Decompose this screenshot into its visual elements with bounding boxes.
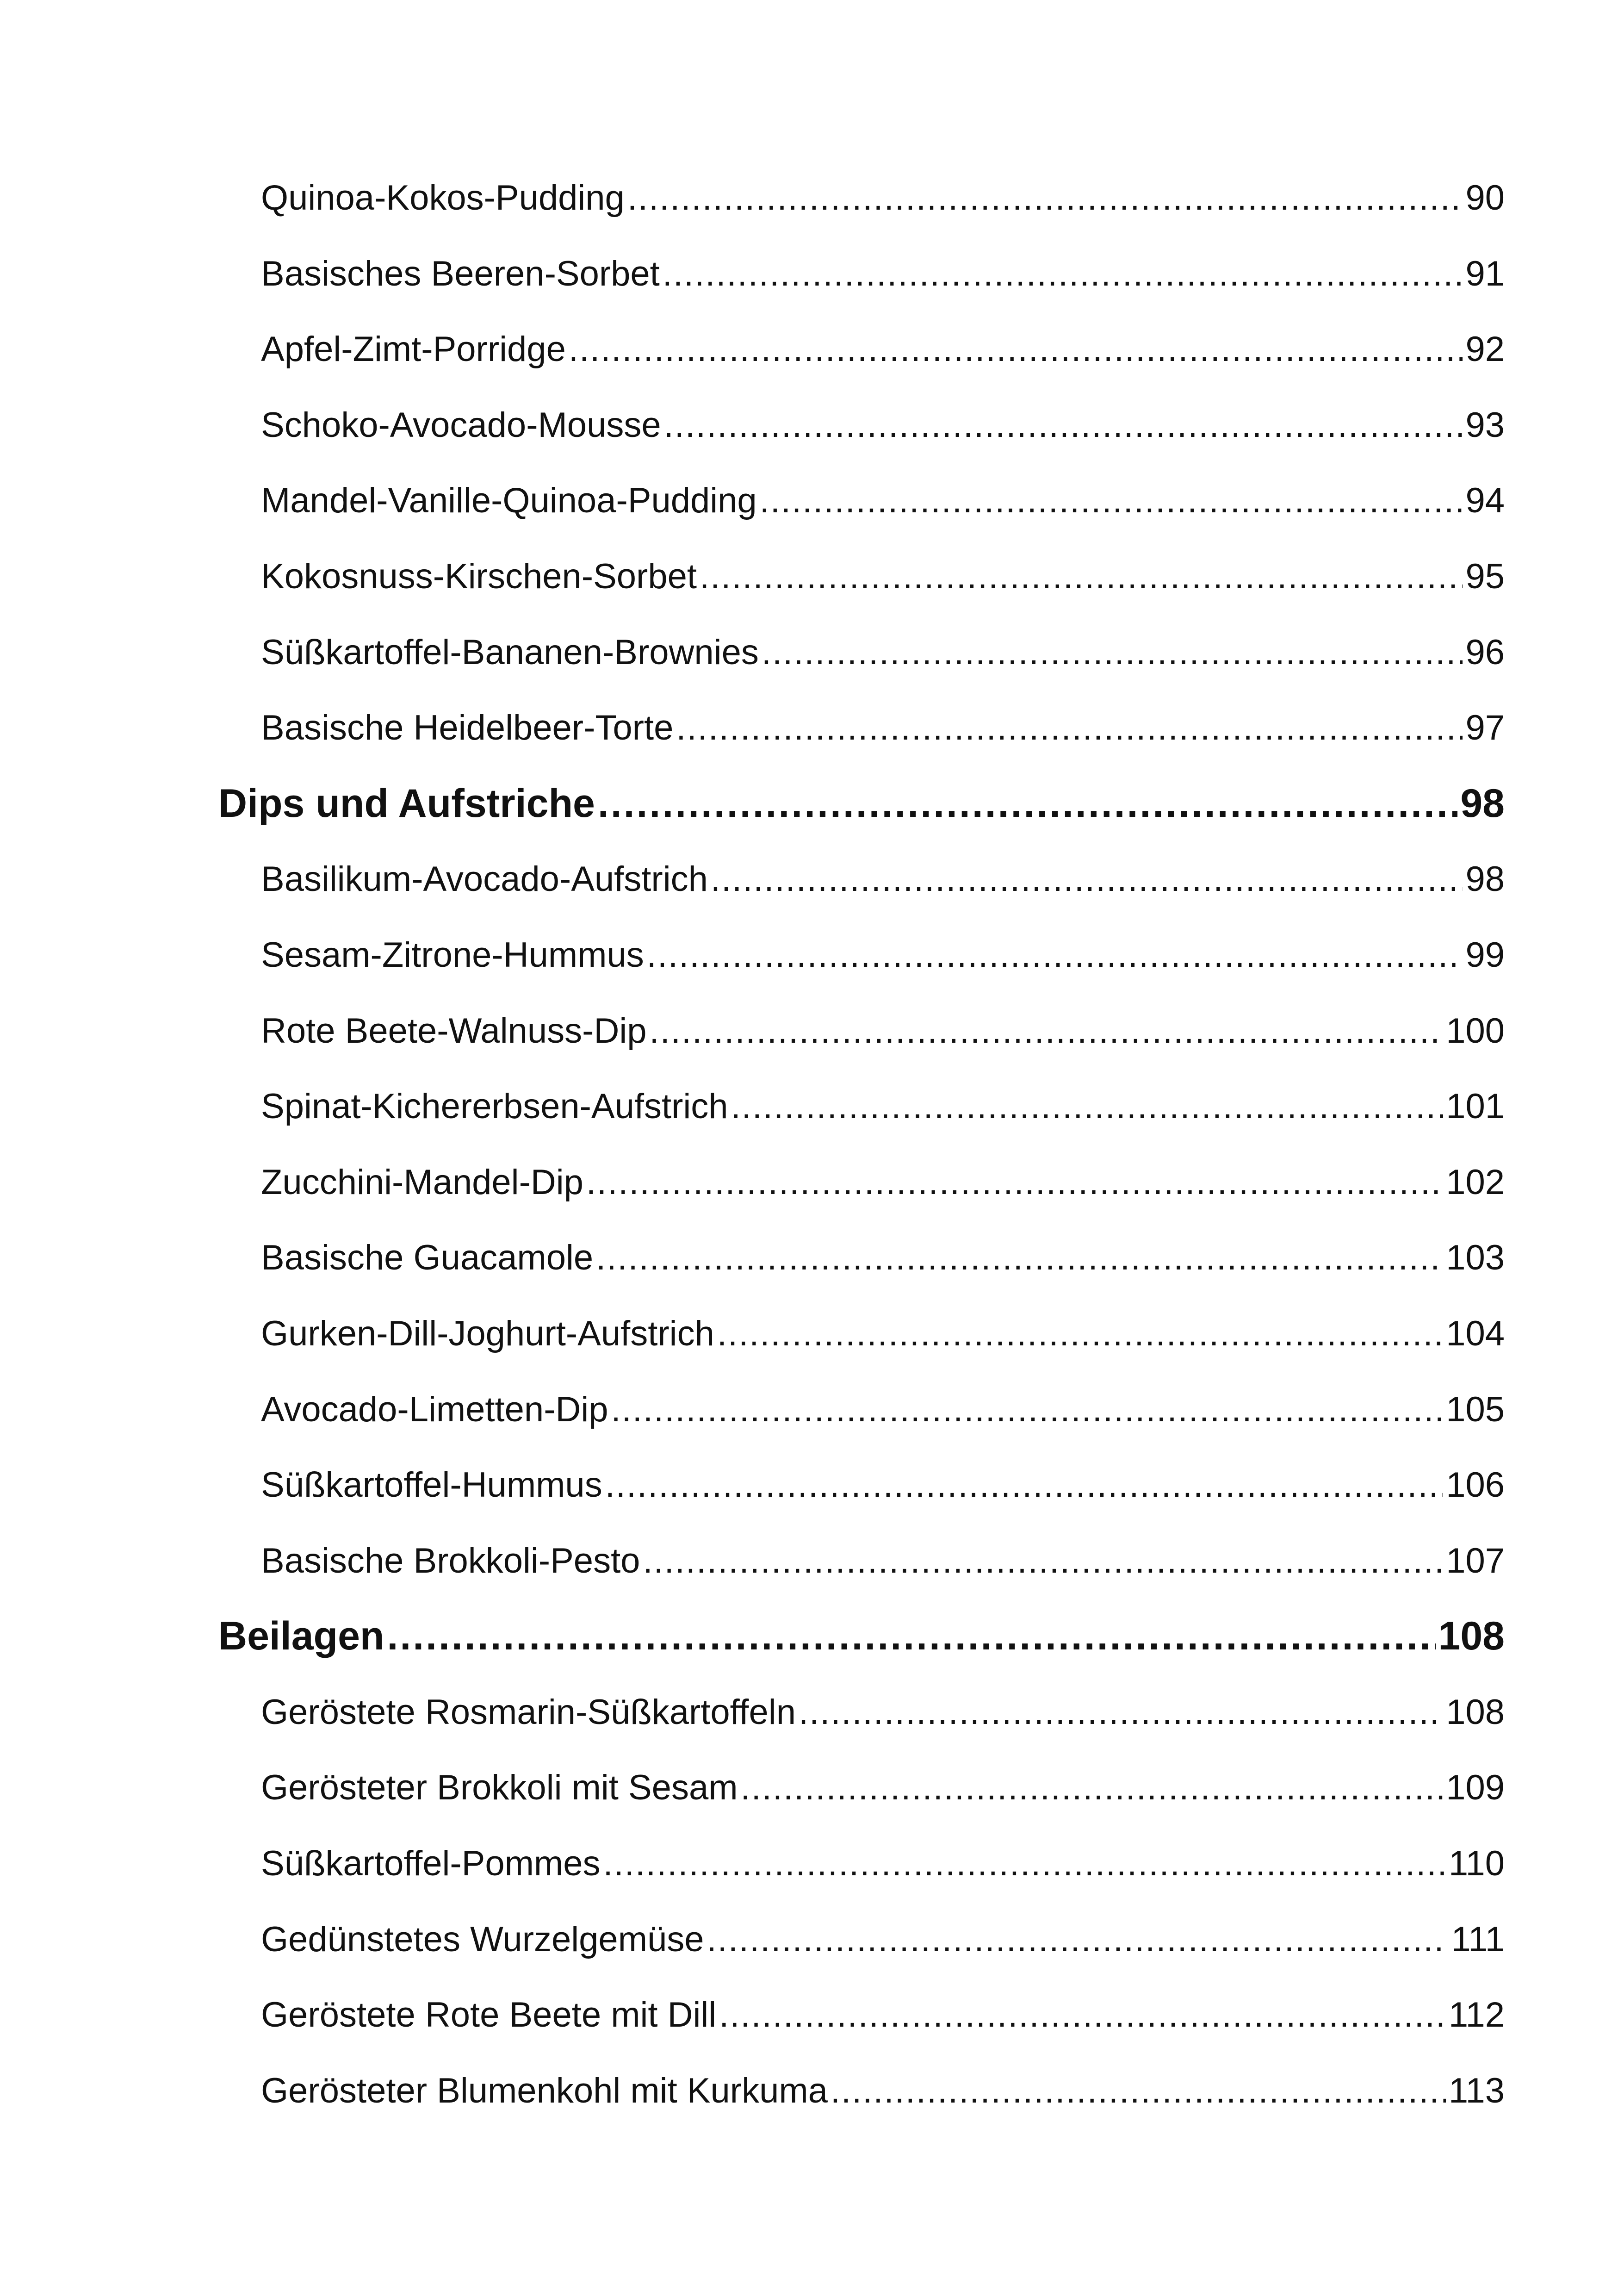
entry-title: Gerösteter Blumenkohl mit Kurkuma — [261, 2071, 828, 2110]
toc-entry — [218, 236, 1505, 312]
dot-leader — [647, 917, 1463, 993]
page-number: 104 — [1446, 1313, 1505, 1353]
toc-entry — [218, 841, 1505, 917]
entry-title: Basilikum-Avocado-Aufstrich — [261, 859, 708, 899]
dot-leader — [760, 463, 1463, 539]
toc-entry — [218, 690, 1505, 766]
dot-leader — [387, 1599, 1435, 1674]
toc-section-heading — [218, 1599, 1505, 1674]
toc-entry — [218, 1826, 1505, 1902]
entry-title: Schoko-Avocado-Mousse — [261, 405, 661, 445]
toc-entry — [218, 160, 1505, 236]
dot-leader — [707, 1902, 1449, 1978]
entry-title: Süßkartoffel-Hummus — [261, 1465, 602, 1505]
page-number: 109 — [1446, 1768, 1505, 1808]
entry-title: Quinoa-Kokos-Pudding — [261, 178, 625, 218]
dot-leader — [643, 1523, 1443, 1599]
page-number: 105 — [1446, 1389, 1505, 1429]
toc-entry — [218, 1523, 1505, 1599]
dot-leader — [719, 1977, 1446, 2053]
page-number: 102 — [1446, 1162, 1505, 1202]
toc-entry — [218, 1674, 1505, 1750]
dot-leader — [569, 311, 1463, 387]
dot-leader — [731, 1069, 1444, 1145]
dot-leader — [605, 1447, 1443, 1523]
dot-leader — [650, 993, 1444, 1069]
dot-leader — [831, 2053, 1446, 2129]
dot-leader — [586, 1145, 1443, 1220]
page-number: 93 — [1465, 405, 1505, 445]
page-number: 90 — [1465, 178, 1505, 218]
entry-title: Geröstete Rote Beete mit Dill — [261, 1995, 717, 2035]
page-number: 94 — [1465, 481, 1505, 521]
page-number: 108 — [1438, 1614, 1505, 1659]
dot-leader — [627, 160, 1463, 236]
page-number: 98 — [1465, 859, 1505, 899]
entry-title: Geröstete Rosmarin-Süßkartoffeln — [261, 1692, 796, 1732]
dot-leader — [664, 387, 1463, 463]
toc-entry — [218, 1220, 1505, 1296]
entry-title: Spinat-Kichererbsen-Aufstrich — [261, 1087, 728, 1126]
page-number: 97 — [1465, 708, 1505, 748]
toc-entry — [218, 615, 1505, 691]
dot-leader — [741, 1750, 1444, 1826]
page-number: 101 — [1446, 1087, 1505, 1126]
toc-entry — [218, 1069, 1505, 1145]
toc-entry — [218, 311, 1505, 387]
entry-title: Basische Brokkoli-Pesto — [261, 1541, 640, 1580]
page-number: 95 — [1465, 556, 1505, 596]
section-title: Dips und Aufstriche — [218, 781, 595, 826]
toc-entry — [218, 2053, 1505, 2129]
toc-entry — [218, 1447, 1505, 1523]
page-number: 100 — [1446, 1011, 1505, 1051]
table-of-contents — [218, 160, 1505, 2128]
entry-title: Basische Heidelbeer-Torte — [261, 708, 674, 748]
toc-entry — [218, 1372, 1505, 1448]
page-number: 110 — [1448, 1844, 1505, 1884]
page-number: 96 — [1465, 632, 1505, 672]
entry-title: Avocado-Limetten-Dip — [261, 1389, 608, 1429]
dot-leader — [676, 690, 1463, 766]
entry-title: Gurken-Dill-Joghurt-Aufstrich — [261, 1313, 714, 1353]
page-number: 103 — [1446, 1238, 1505, 1278]
dot-leader — [799, 1674, 1443, 1750]
entry-title: Basisches Beeren-Sorbet — [261, 254, 660, 293]
dot-leader — [598, 766, 1457, 842]
dot-leader — [596, 1220, 1443, 1296]
entry-title: Rote Beete-Walnuss-Dip — [261, 1011, 647, 1051]
dot-leader — [717, 1296, 1443, 1372]
page-number: 106 — [1446, 1465, 1505, 1505]
entry-title: Süßkartoffel-Pommes — [261, 1844, 601, 1884]
toc-section-heading — [218, 766, 1505, 842]
dot-leader — [711, 841, 1463, 917]
entry-title: Gedünstetes Wurzelgemüse — [261, 1919, 704, 1959]
page-number: 98 — [1460, 781, 1505, 826]
toc-entry — [218, 539, 1505, 615]
dot-leader — [762, 615, 1463, 691]
dot-leader — [611, 1372, 1444, 1448]
page-number: 91 — [1465, 254, 1505, 293]
toc-entry — [218, 1296, 1505, 1372]
entry-title: Gerösteter Brokkoli mit Sesam — [261, 1768, 738, 1808]
toc-entry — [218, 1977, 1505, 2053]
page-number: 108 — [1446, 1692, 1505, 1732]
toc-entry — [218, 917, 1505, 993]
entry-title: Zucchini-Mandel-Dip — [261, 1162, 583, 1202]
page-number: 111 — [1451, 1919, 1505, 1959]
dot-leader — [700, 539, 1463, 615]
toc-entry — [218, 1750, 1505, 1826]
entry-title: Mandel-Vanille-Quinoa-Pudding — [261, 481, 757, 521]
toc-entry — [218, 1902, 1505, 1978]
page-number: 113 — [1448, 2071, 1505, 2110]
toc-entry — [218, 463, 1505, 539]
toc-entry — [218, 387, 1505, 463]
entry-title: Apfel-Zimt-Porridge — [261, 330, 566, 369]
entry-title: Süßkartoffel-Bananen-Brownies — [261, 632, 759, 672]
page-number: 92 — [1465, 330, 1505, 369]
toc-entry — [218, 1145, 1505, 1220]
page-number: 107 — [1446, 1541, 1505, 1580]
entry-title: Sesam-Zitrone-Hummus — [261, 935, 644, 975]
dot-leader — [603, 1826, 1446, 1902]
entry-title: Basische Guacamole — [261, 1238, 594, 1278]
page-number: 99 — [1465, 935, 1505, 975]
page-number: 112 — [1448, 1995, 1505, 2035]
entry-title: Kokosnuss-Kirschen-Sorbet — [261, 556, 697, 596]
toc-entry — [218, 993, 1505, 1069]
section-title: Beilagen — [218, 1614, 384, 1659]
dot-leader — [663, 236, 1463, 312]
